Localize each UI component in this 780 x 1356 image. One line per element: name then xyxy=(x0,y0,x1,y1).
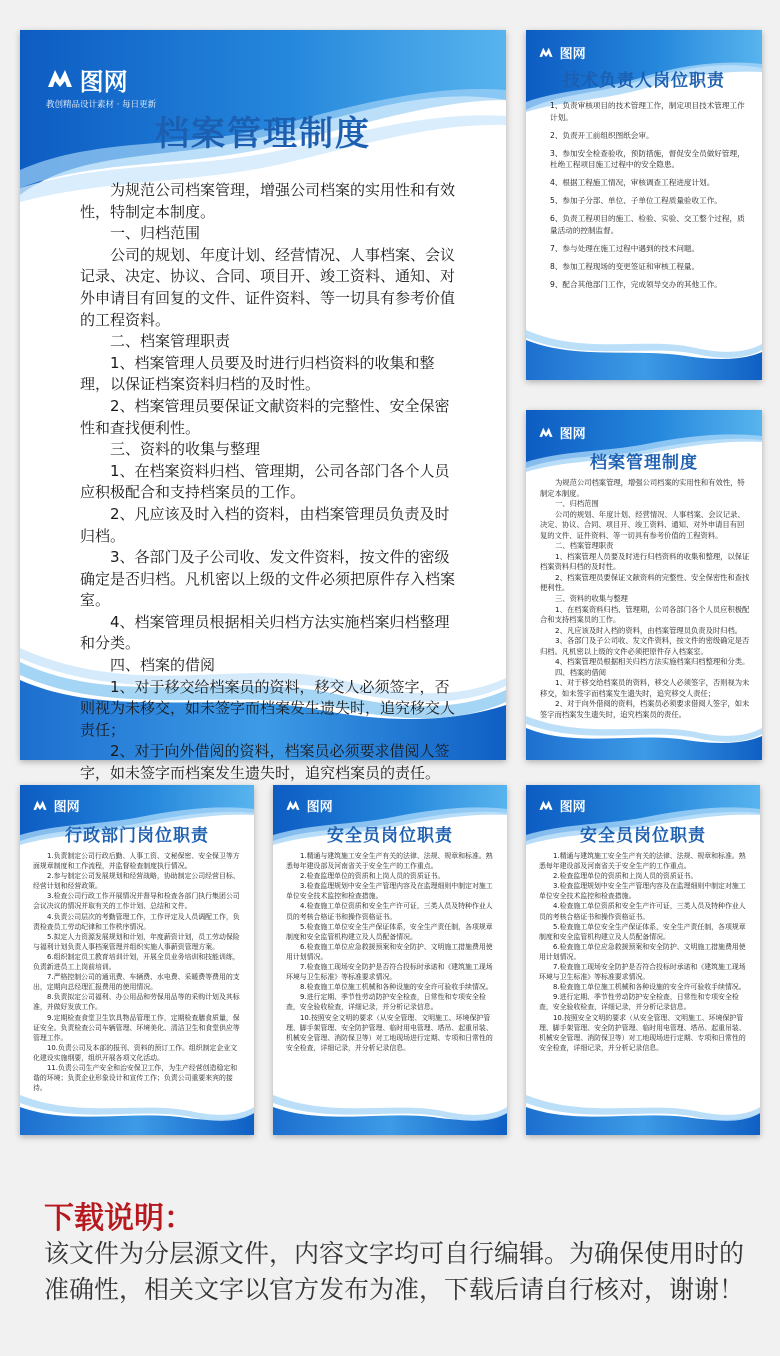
poster-title: 安全员岗位职责 xyxy=(580,826,706,846)
logo-tagline: 教创精品设计素材 · 每日更新 xyxy=(46,100,157,110)
paragraph: 11.负责公司生产安全和治安保卫工作，为生产经营创造稳定和谐的环境；负责企业形象设计和宣传工作；负责公司重要来宾的接待。 xyxy=(33,1063,238,1093)
poster-body xyxy=(539,851,747,1053)
logo-name: 图网 xyxy=(559,427,586,442)
paragraph: 5.检查施工单位安全生产保证体系，安全生产责任制，各项规章制度和安全监管机构建立及人员配备情况。 xyxy=(286,922,493,941)
paragraph: 为规范公司档案管理，增强公司档案的实用性和有效性，特制定本制度。 xyxy=(540,478,745,498)
paragraph: 9、配合其他部门工作，完成领导交办的其他工作。 xyxy=(550,279,722,289)
tuwang-logo xyxy=(285,795,333,815)
paragraph: 1、档案管理人员要及时进行归档资料的收集和整理，以保证档案资料归档的及时性。 xyxy=(80,353,435,394)
paragraph: 10.按照安全文明的要求（从安全管理、文明施工、环境保护管理、脚手架管理、安全防护管理、临时用电管理、塔吊、起重吊装、机械安全管理、消防保卫等）对工地现场进行定期、专项和日常性的安全检查，详细记录，并分析记录信息。 xyxy=(539,1013,746,1052)
paragraph: 2、凡应该及时入档的资料，由档案管理员负责及时归档。 xyxy=(555,625,743,635)
paragraph: 2、负责开工前组织图纸会审。 xyxy=(550,130,654,140)
paragraph: 4、根据工程施工情况，审核调查工程进度计划。 xyxy=(550,178,715,187)
poster-archive-management-large xyxy=(20,30,506,783)
paragraph: 10.按照安全文明的要求（从安全管理、文明施工、环境保护管理、脚手架管理、安全防护管理、临时用电管理、塔吊、起重吊装、机械安全管理、消防保卫等）对工地现场进行定期、专项和日常性的安全检查，详细记录，并分析记录信息。 xyxy=(286,1013,493,1052)
poster-title: 安全员岗位职责 xyxy=(327,826,453,846)
poster-safety-officer-duties xyxy=(273,785,507,1135)
tuwang-logo xyxy=(46,62,156,110)
paragraph: 5.检查施工单位安全生产保证体系，安全生产责任制，各项规章制度和安全监管机构建立及人员配备情况。 xyxy=(539,922,746,941)
download-note-title: 下载说明： xyxy=(44,1201,194,1236)
paragraph: 2、对于向外借阅的资料，档案员必须要求借阅人签字，如未签字而档案发生遗失时，追究档案员的责任。 xyxy=(80,742,450,783)
tuwang-logo xyxy=(32,795,80,815)
paragraph: 三、资料的收集与整理 xyxy=(555,594,628,604)
paragraph: 4、档案管理员根据相关归档方法实施档案归档整理和分类。 xyxy=(555,657,750,667)
paragraph: 9.定期检查食堂卫生饮具物品管理工作，定期检查膳食质量，保证安全。负责检查公司车辆管理、环境美化、清洁卫生和食堂供应等管理工作。 xyxy=(33,1013,240,1042)
paragraph: 1、负责审核项目的技术管理工作，制定项目技术管理工作计划。 xyxy=(550,101,745,122)
paragraph: 公司的规划、年度计划、经营情况、人事档案、会议记录、决定、协议、合同、项目开、竣工资料、通知、对外申请目有回复的文件、证件资料、等一切具有参考价值的工程资料。 xyxy=(540,509,745,540)
paragraph: 一、归档范围 xyxy=(555,499,599,509)
poster-title: 档案管理制度 xyxy=(155,114,371,154)
poster-body xyxy=(540,478,750,721)
tuwang-logo-mark-icon xyxy=(46,67,74,93)
paragraph: 7.严格控制公司的通讯费、车辆费、水电费、采暖费等费用的支出，定期向总经理汇报费用的使用情况。 xyxy=(33,973,240,992)
tuwang-logo xyxy=(538,42,586,62)
tuwang-logo-mark-icon xyxy=(285,796,301,815)
paragraph: 2、凡应该及时入档的资料，由档案管理员负责及时归档。 xyxy=(80,504,450,545)
paragraph: 1、在档案资料归档、管理期，公司各部门各个人员应积极配合和支持档案员的工作。 xyxy=(80,461,450,502)
paragraph: 2、档案管理员要保证文献资料的完整性、安全保密性和查找便利性。 xyxy=(80,396,450,437)
paragraph: 3.检查公司行政工作开展情况并督导和检查各部门执行集团公司会议决议的情况并取有关的工作计划、总结和文件。 xyxy=(33,892,240,911)
paragraph: 9.进行定期、季节性劳动防护安全检查，日常性和专项安全检查，安全验收检查，详细记录，并分析记录信息。 xyxy=(286,993,486,1012)
logo-name: 图网 xyxy=(559,800,586,815)
tuwang-logo xyxy=(538,422,586,442)
paragraph: 6.检查施工单位应急救援预案和安全防护、文明施工措施费用使用计划情况。 xyxy=(286,942,493,961)
paragraph: 8.检查施工单位施工机械和各种设施的安全许可验收手续情况。 xyxy=(553,983,746,992)
paragraph: 二、档案管理职责 xyxy=(555,541,614,551)
paragraph: 8.负责拟定公司福利、办公用品和劳保用品等的采购计划及其标准，并做好发放工作。 xyxy=(33,993,240,1012)
paragraph: 1.负责制定公司行政后勤、人事工资、文秘保密、安全保卫等方面规章制度和工作流程，并监督检查制度执行情况。 xyxy=(33,852,240,871)
poster-body xyxy=(550,100,746,297)
paragraph: 1、档案管理人员要及时进行归档资料的收集和整理，以保证档案资料归档的及时性。 xyxy=(540,551,750,572)
poster-body xyxy=(33,851,241,1093)
paragraph: 1.精通与建筑施工安全生产有关的法律、法规、规章和标准。熟悉每年建设部及河南省关于安全生产的工作重点。 xyxy=(286,852,493,871)
paragraph: 四、档案的借阅 xyxy=(555,667,607,677)
paragraph: 6、负责工程项目的施工、检验、实验、交工整个过程，质量活动的控制监督。 xyxy=(550,214,745,235)
logo-name: 图网 xyxy=(53,800,80,815)
paragraph: 为规范公司档案管理，增强公司档案的实用性和有效性，特制定本制度。 xyxy=(80,181,456,221)
logo-name: 图网 xyxy=(306,800,333,815)
paragraph: 4.负责公司层次的考勤管理工作，工作评定及人员调配工作，负责检查员工劳动纪律和工作秩序情况。 xyxy=(33,912,240,931)
poster-admin-dept-duties xyxy=(20,785,254,1135)
poster-tech-lead-duties xyxy=(526,30,762,380)
paragraph: 7、参与处理在施工过程中遇到的技术问题。 xyxy=(550,243,700,253)
poster-archive-management-small xyxy=(526,410,762,760)
paragraph: 1、对于移交给档案员的资料，移交人必须签字，否则视为未移交，如未签字而档案发生遗失时，追究移交人责任； xyxy=(80,677,456,739)
paragraph: 6.组织制定员工教育培训计划，开展全员业务培训和技能训练，负责新进员工上岗前培训。 xyxy=(33,952,240,972)
paragraph: 7.检查施工现场安全防护是否符合投标时承诺和《建筑施工现场环境与卫生标准》等标准要求情况。 xyxy=(539,963,746,982)
paragraph: 8、参加工程现场的变更签证和审核工程量。 xyxy=(550,261,700,271)
paragraph: 2、对于向外借阅的资料，档案员必须要求借阅人签字，如未签字而档案发生遗失时，追究档案员的责任。 xyxy=(540,699,750,720)
paragraph: 5、参加子分部、单位、子单位工程质量验收工作。 xyxy=(550,196,722,205)
paragraph: 3、各部门及子公司收、发文件资料，按文件的密级确定是否归档。凡机密以上级的文件必须把原件存入档案室。 xyxy=(80,548,456,610)
paragraph: 10.负责公司及本部的报刊、资料的预订工作。组织制定企业文化建设实施纲要，组织开展各项文化活动。 xyxy=(33,1043,238,1062)
tuwang-logo-mark-icon xyxy=(538,796,554,815)
paragraph: 1.精通与建筑施工安全生产有关的法律、法规、规章和标准。熟悉每年建设部及河南省关于安全生产的工作重点。 xyxy=(539,852,746,871)
paragraph: 3.检查监理规划中安全生产管理内容及在监理细则中制定对施工单位安全技术监控和检查措施。 xyxy=(286,882,493,901)
download-note-body: 该文件为分层源文件，内容文字均可自行编辑。为确保使用时的准确性，相关文字以官方发布为准，下载后请自行核对，谢谢！ xyxy=(44,1239,745,1304)
paragraph: 四、档案的借阅 xyxy=(110,656,216,675)
paragraph: 二、档案管理职责 xyxy=(110,332,231,351)
logo-name: 图网 xyxy=(559,47,586,62)
paragraph: 4.检查施工单位资质和安全生产许可证，三类人员及特种作业人员的考核合格证书和操作资格证书。 xyxy=(539,902,746,921)
paragraph: 2.检查监理单位的资质和上岗人员的资质证书。 xyxy=(300,872,445,881)
poster-body xyxy=(286,851,494,1053)
logo-name: 图网 xyxy=(79,68,128,96)
paragraph: 7.检查施工现场安全防护是否符合投标时承诺和《建筑施工现场环境与卫生标准》等标准要求情况。 xyxy=(286,963,493,982)
poster-safety-officer-duties-copy xyxy=(526,785,760,1135)
paragraph: 9.进行定期、季节性劳动防护安全检查，日常性和专项安全检查，安全验收检查，详细记录，并分析记录信息。 xyxy=(539,993,739,1012)
poster-title: 档案管理制度 xyxy=(590,453,698,473)
tuwang-logo-mark-icon xyxy=(538,423,554,442)
poster-title: 技术负责人岗位职责 xyxy=(563,71,725,91)
poster-title: 行政部门岗位职责 xyxy=(65,826,209,846)
paragraph: 6.检查施工单位应急救援预案和安全防护、文明施工措施费用使用计划情况。 xyxy=(539,942,746,961)
paragraph: 公司的规划、年度计划、经营情况、人事档案、会议记录、决定、协议、合同、项目开、竣工资料、通知、对外申请目有回复的文件、证件资料、等一切具有参考价值的工程资料。 xyxy=(80,245,456,329)
paragraph: 1、在档案资料归档、管理期，公司各部门各个人员应积极配合和支持档案员的工作。 xyxy=(540,604,750,625)
paragraph: 3、参加安全检查验收，预防措施，督促安全员做好管理，杜绝工程项目施工过程中的安全隐患。 xyxy=(550,148,745,169)
paragraph: 8.检查施工单位施工机械和各种设施的安全许可验收手续情况。 xyxy=(300,983,493,992)
tuwang-logo-mark-icon xyxy=(32,796,48,815)
paragraph: 一、归档范围 xyxy=(110,224,201,243)
paragraph: 5.拟定人力资源发展规划和计划，年度薪资计划，员工劳动保险与福利计划负责人事档案管理并组织实施人事薪资管理方案。 xyxy=(33,932,240,951)
paragraph: 2.参与制定公司发展规划和经营战略，协助制定公司经营目标、经营计划和经营政策。 xyxy=(33,872,240,891)
paragraph: 4、档案管理员根据相关归档方法实施档案归档整理和分类。 xyxy=(80,612,450,653)
paragraph: 4.检查施工单位资质和安全生产许可证，三类人员及特种作业人员的考核合格证书和操作资格证书。 xyxy=(286,902,493,921)
paragraph: 3、各部门及子公司收、发文件资料，按文件的密级确定是否归档。凡机密以上级的文件必须把原件存入档案室。 xyxy=(540,636,750,656)
paragraph: 3.检查监理规划中安全生产管理内容及在监理细则中制定对施工单位安全技术监控和检查措施。 xyxy=(539,882,746,901)
paragraph: 1、对于移交给档案员的资料，移交人必须签字，否则视为未移交，如未签字而档案发生遗失时，追究移交人责任； xyxy=(540,678,750,698)
paragraph: 三、资料的收集与整理 xyxy=(110,440,261,459)
tuwang-logo xyxy=(538,795,586,815)
tuwang-logo-mark-icon xyxy=(538,43,554,62)
poster-body xyxy=(80,180,460,785)
paragraph: 2.检查监理单位的资质和上岗人员的资质证书。 xyxy=(553,872,698,881)
paragraph: 2、档案管理员要保证文献资料的完整性、安全保密性和查找便利性。 xyxy=(540,572,750,593)
